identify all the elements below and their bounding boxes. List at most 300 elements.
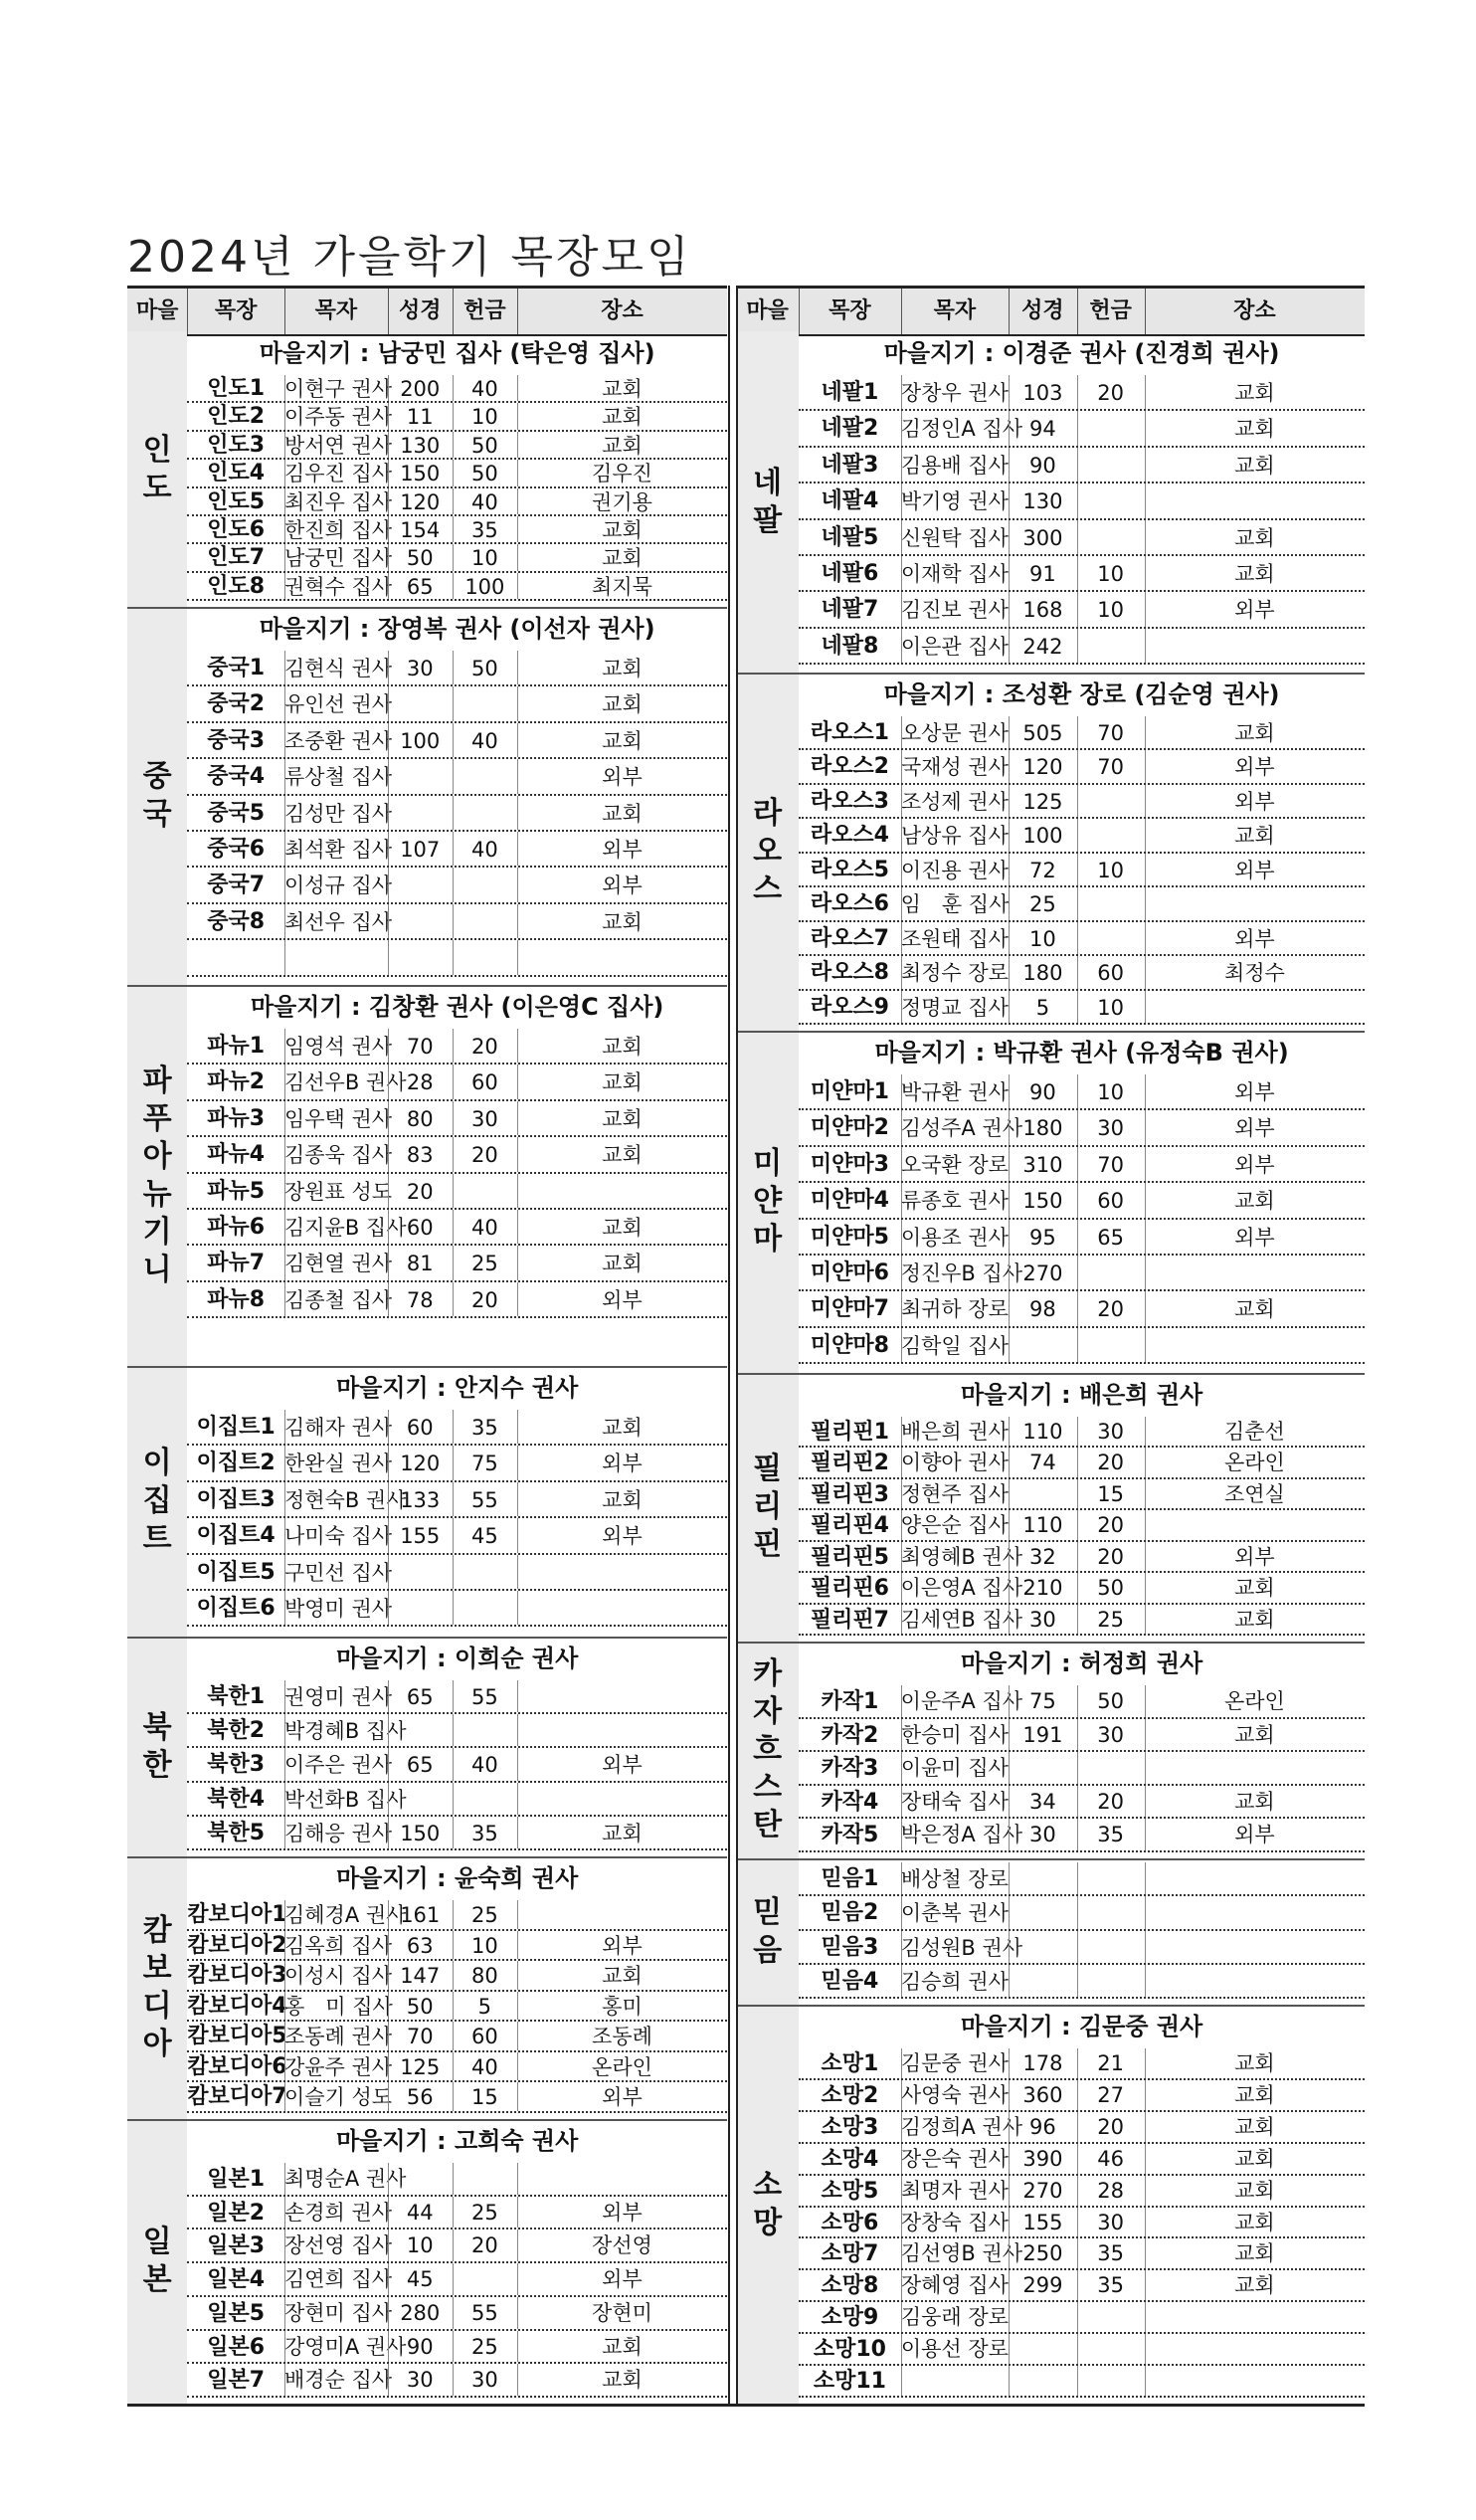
bible-count: 65 [406, 574, 434, 599]
bible-count: 161 [400, 1903, 441, 1927]
column-divider [388, 1482, 389, 1516]
mokjang-name: 미얀마6 [810, 1260, 889, 1285]
offering-amount [453, 1591, 517, 1625]
column-divider [284, 759, 285, 793]
mokjang-name: 파뉴4 [207, 1142, 266, 1168]
bible-count: 125 [400, 2054, 441, 2079]
meeting-place [1145, 484, 1365, 517]
column-divider [453, 904, 454, 938]
village-name: 라 오 스 [753, 796, 783, 906]
mokjang-name: 중국7 [207, 872, 266, 898]
column-divider [1077, 2238, 1078, 2268]
table-row [187, 2263, 727, 2297]
offering-amount: 5 [477, 1994, 492, 2019]
column-divider [388, 2022, 389, 2050]
bible-count: 120 [400, 489, 441, 514]
mokjang-name: 중국3 [207, 727, 266, 753]
mokja-name: 최석환 집사 [283, 838, 393, 862]
left-village-block [127, 1637, 727, 1856]
block-divider [127, 1637, 727, 1639]
column-divider [1077, 1719, 1078, 1751]
table-row [799, 2208, 1365, 2239]
meeting-place: 조동례 [592, 2025, 652, 2049]
column-divider [284, 573, 285, 599]
bible-count: 147 [400, 1964, 441, 1989]
meeting-place: 최정수 [1223, 961, 1285, 986]
offering-amount: 100 [464, 574, 505, 599]
mokja-name: 장혜영 집사 [900, 2273, 1009, 2298]
right-header-cell: 목장 [829, 298, 871, 323]
column-divider [284, 868, 285, 901]
column-divider [1009, 1220, 1010, 1254]
table-row [799, 819, 1365, 853]
meeting-place: 교회 [602, 657, 643, 680]
meeting-place: 김춘선 [1223, 1420, 1285, 1444]
column-divider [284, 1246, 285, 1279]
column-divider [453, 2263, 454, 2295]
mokjang-name: 이집트3 [196, 1486, 276, 1512]
column-divider [1009, 819, 1010, 851]
left-header-cell: 성경 [398, 298, 442, 323]
mokjang-name: 필리핀3 [810, 1481, 889, 1507]
mokja-name: 박기영 권사 [900, 489, 1009, 514]
column-divider [1145, 2208, 1146, 2237]
column-divider [284, 1210, 285, 1244]
column-divider [901, 1147, 902, 1181]
mokja-name [901, 2366, 1010, 2396]
table-row [187, 1555, 727, 1591]
column-divider [517, 2052, 518, 2081]
header-divider [1009, 289, 1010, 334]
mokja-name: 김웅래 장로 [900, 2305, 1009, 2330]
column-divider [1145, 1685, 1146, 1717]
table-row [187, 2229, 727, 2263]
bible-count: 168 [1022, 598, 1063, 623]
meeting-place: 교회 [1234, 525, 1275, 550]
column-divider [517, 2229, 518, 2261]
bible-count [388, 940, 453, 974]
column-divider [284, 1961, 285, 1990]
column-divider [1009, 716, 1010, 748]
table-row [799, 1786, 1365, 1820]
table-row [187, 1714, 727, 1748]
meeting-place: 교회 [602, 1487, 643, 1512]
table-row [187, 2197, 727, 2230]
mokja-name: 김종욱 집사 [283, 1143, 393, 1168]
header-divider [187, 289, 188, 334]
village-leader: 마을지기 : 안지수 권사 [335, 1374, 579, 1402]
column-divider [1077, 1819, 1078, 1850]
column-divider [1009, 1074, 1010, 1108]
column-divider [453, 1029, 454, 1063]
column-divider [1077, 411, 1078, 445]
village-cell [127, 1637, 187, 1856]
column-divider [1009, 556, 1010, 590]
column-divider [517, 1817, 518, 1848]
offering-amount: 55 [471, 2300, 498, 2325]
meeting-place: 교회 [1234, 381, 1275, 405]
column-divider [901, 991, 902, 1023]
offering-amount [1077, 785, 1145, 817]
mokja-name: 정진우B 집사 [900, 1261, 1023, 1285]
table-row [799, 2048, 1365, 2080]
village-name: 인 도 [142, 432, 172, 505]
column-divider [388, 2229, 389, 2261]
mokja-name: 김학일 집사 [900, 1333, 1009, 1358]
column-divider [284, 2163, 285, 2195]
meeting-place: 최지묵 [592, 574, 652, 599]
bible-count: 155 [400, 1524, 441, 1549]
column-divider [1077, 1510, 1078, 1539]
bible-count [388, 1714, 453, 1746]
meeting-place: 외부 [1234, 755, 1275, 780]
meeting-place: 교회 [1234, 2051, 1275, 2075]
table-row [187, 1900, 727, 1931]
table-row [187, 1591, 727, 1627]
page-title: 2024년 가을학기 목장모임 [127, 232, 692, 283]
column-divider [1009, 956, 1010, 988]
column-divider [1145, 785, 1146, 817]
offering-amount: 20 [1097, 1544, 1125, 1569]
block-divider [127, 607, 727, 609]
meeting-place: 교회 [602, 1035, 643, 1059]
mokjang-name: 필리핀6 [810, 1576, 889, 1602]
mokjang-name: 인도6 [207, 516, 266, 542]
header-divider [1145, 289, 1146, 334]
column-divider [388, 1714, 389, 1746]
column-divider [1009, 592, 1010, 626]
mokja-name: 장선영 집사 [283, 2233, 393, 2258]
mokjang-name: 소망10 [813, 2337, 886, 2363]
column-divider [284, 2297, 285, 2329]
column-divider [1009, 785, 1010, 817]
right-village-block [736, 1031, 1365, 1373]
mokja-name: 사영숙 권사 [900, 2082, 1009, 2107]
column-divider [1145, 2334, 1146, 2364]
bible-count: 60 [406, 1216, 434, 1240]
column-divider [388, 2263, 389, 2295]
bible-count: 72 [1029, 858, 1056, 882]
village-name: 필 리 핀 [753, 1452, 783, 1562]
bible-count [388, 759, 453, 793]
column-divider [1009, 1573, 1010, 1602]
header-divider [1077, 289, 1078, 334]
offering-amount: 50 [471, 433, 498, 458]
column-divider [901, 1417, 902, 1446]
column-divider [453, 2052, 454, 2081]
column-divider [388, 686, 389, 720]
column-divider [1145, 1931, 1146, 1963]
bible-count: 107 [400, 838, 441, 862]
meeting-place: 장선영 [592, 2233, 652, 2258]
mokjang-name: 네팔6 [821, 561, 879, 586]
offering-amount: 27 [1097, 2082, 1125, 2107]
table-row [799, 1573, 1365, 1604]
offering-amount: 10 [1097, 1080, 1125, 1104]
column-divider [453, 723, 454, 757]
column-divider [1077, 2176, 1078, 2206]
village-name: 이 집 트 [142, 1446, 172, 1556]
bible-count: 10 [406, 2233, 434, 2258]
column-divider [453, 1174, 454, 1208]
column-divider [1145, 1573, 1146, 1602]
meeting-place: 교회 [1234, 1576, 1275, 1601]
mokjang-name: 일본3 [207, 2233, 266, 2259]
meeting-place: 외부 [1234, 1823, 1275, 1847]
column-divider [388, 573, 389, 599]
column-divider [1077, 716, 1078, 748]
bible-count: 90 [1029, 1080, 1056, 1104]
column-divider [284, 1482, 285, 1516]
column-divider [901, 785, 902, 817]
village-name: 중 국 [142, 759, 172, 832]
table-row [187, 940, 727, 976]
meeting-place [1145, 1510, 1365, 1539]
column-divider [453, 1482, 454, 1516]
bible-count: 280 [400, 2300, 441, 2325]
bible-count [388, 796, 453, 830]
mokjang-name: 라오스6 [810, 891, 889, 917]
column-divider [453, 1518, 454, 1552]
mokjang-name: 파뉴7 [207, 1251, 266, 1276]
bible-count [1009, 2334, 1076, 2364]
offering-amount: 10 [1097, 562, 1125, 586]
bible-count: 34 [1029, 1789, 1056, 1814]
meeting-place: 외부 [1234, 1152, 1275, 1177]
column-divider [453, 2229, 454, 2261]
bible-count [1009, 2366, 1076, 2396]
bible-count: 95 [1029, 1225, 1056, 1250]
mokja-name: 최정수 장로 [900, 961, 1009, 986]
bible-count: 110 [1022, 1513, 1063, 1538]
table-row [187, 516, 727, 544]
table-row [187, 573, 727, 601]
mokjang-name: 중국1 [207, 656, 266, 680]
mokja-name: 신원탁 집사 [900, 525, 1009, 550]
column-divider [1077, 1220, 1078, 1254]
mokjang-name: 중국6 [207, 837, 266, 862]
column-divider [284, 2364, 285, 2396]
village-leader: 마을지기 : 이희순 권사 [335, 1645, 579, 1672]
offering-amount: 45 [471, 1524, 498, 1549]
column-divider [901, 2112, 902, 2142]
column-divider [1145, 2144, 1146, 2174]
column-divider [1077, 1965, 1078, 1997]
column-divider [1077, 956, 1078, 988]
bible-count: 150 [1022, 1189, 1063, 1214]
column-divider [453, 1680, 454, 1712]
meeting-place [517, 1174, 727, 1208]
column-divider [901, 1479, 902, 1508]
column-divider [1009, 1862, 1010, 1894]
mokjang-name: 북한3 [207, 1752, 266, 1778]
meeting-place [1145, 1931, 1365, 1963]
mokja-name: 김해자 권사 [283, 1416, 393, 1440]
column-divider [1009, 2176, 1010, 2206]
offering-amount: 10 [1097, 598, 1125, 623]
table-row [187, 1029, 727, 1065]
meeting-place: 외부 [1234, 858, 1275, 882]
column-divider [284, 1029, 285, 1063]
column-divider [1009, 1605, 1010, 1634]
bible-count: 299 [1022, 2273, 1063, 2298]
table-row [187, 904, 727, 940]
mokja-name: 권혁수 집사 [283, 574, 393, 599]
table-row [187, 375, 727, 403]
mokja-name: 이성규 집사 [283, 873, 393, 898]
column-divider [284, 544, 285, 570]
column-divider [388, 1446, 389, 1479]
offering-amount [1077, 1328, 1145, 1362]
column-divider [901, 1965, 902, 1997]
offering-amount [1077, 629, 1145, 663]
column-divider [1077, 991, 1078, 1023]
column-divider [453, 2163, 454, 2195]
table-row [799, 1479, 1365, 1510]
mokjang-name: 네팔2 [821, 416, 879, 442]
mokja-name: 이향아 권사 [900, 1451, 1009, 1475]
bible-count: 360 [1022, 2082, 1063, 2107]
bible-count: 25 [1029, 892, 1056, 917]
bible-count: 300 [1022, 525, 1063, 550]
offering-amount: 50 [1097, 1689, 1125, 1713]
column-divider [1145, 750, 1146, 782]
column-divider [284, 832, 285, 866]
offering-amount: 35 [471, 1416, 498, 1440]
meeting-place: 교회 [1234, 417, 1275, 442]
table-row [799, 2366, 1365, 2398]
left-village-block [127, 2119, 727, 2404]
mokja-name: 최선우 집사 [283, 909, 393, 934]
column-divider [901, 2176, 902, 2206]
bible-count [1009, 1328, 1076, 1362]
column-divider [453, 1065, 454, 1098]
column-divider [453, 1931, 454, 1960]
mokja-name: 김우진 집사 [283, 462, 393, 486]
column-divider [284, 1680, 285, 1712]
column-divider [453, 2364, 454, 2396]
table-row [187, 1246, 727, 1281]
village-cell [736, 2005, 799, 2404]
column-divider [1145, 629, 1146, 663]
mokjang-name: 일본6 [207, 2334, 266, 2360]
block-divider [736, 1373, 1365, 1375]
meeting-place: 권기용 [592, 489, 652, 514]
block-divider [736, 673, 1365, 675]
column-divider [1145, 1479, 1146, 1508]
table-row [799, 556, 1365, 592]
mokjang-name: 라오스7 [810, 925, 889, 951]
mokja-name: 임우택 권사 [283, 1106, 393, 1131]
column-divider [1145, 1183, 1146, 1217]
column-divider [901, 1183, 902, 1217]
block-divider [736, 1642, 1365, 1644]
column-divider [453, 1992, 454, 2021]
column-divider [1145, 1819, 1146, 1850]
meeting-place [1145, 1256, 1365, 1289]
mokjang-name: 파뉴5 [207, 1178, 266, 1204]
table-row [187, 2022, 727, 2052]
offering-amount [1077, 819, 1145, 851]
offering-amount [453, 2263, 517, 2295]
mokjang-name [187, 940, 284, 974]
mokja-name: 홍 미 집사 [283, 1994, 393, 2019]
column-divider [284, 1410, 285, 1444]
offering-amount: 10 [1097, 858, 1125, 882]
mokja-name: 김혜경A 권사 [283, 1903, 407, 1927]
mokja-name: 나미숙 집사 [283, 1524, 393, 1549]
offering-amount [453, 1174, 517, 1208]
table-row [187, 1482, 727, 1518]
table-row [799, 1147, 1365, 1183]
column-divider [388, 2297, 389, 2329]
column-divider [1077, 785, 1078, 817]
table-row [187, 1282, 727, 1318]
column-divider [388, 1518, 389, 1552]
column-divider [1145, 1752, 1146, 1784]
offering-amount: 35 [1097, 2273, 1125, 2298]
meeting-place: 외부 [602, 1753, 643, 1778]
meeting-place: 외부 [602, 1524, 643, 1549]
table-row [187, 1174, 727, 1210]
bible-count [388, 904, 453, 938]
column-divider [388, 796, 389, 830]
mokjang-name: 믿음2 [821, 1900, 879, 1926]
meeting-place [517, 1555, 727, 1589]
header-divider [453, 289, 454, 334]
offering-amount [453, 1714, 517, 1746]
mokja-name: 김현열 권사 [283, 1252, 393, 1276]
table-row [187, 1992, 727, 2023]
column-divider [901, 556, 902, 590]
column-divider [453, 2082, 454, 2111]
bible-count: 70 [406, 1035, 434, 1059]
bible-count: 191 [1022, 1722, 1063, 1747]
column-divider [388, 516, 389, 542]
column-divider [1077, 556, 1078, 590]
offering-amount: 55 [471, 1487, 498, 1512]
column-divider [453, 868, 454, 901]
table-row [799, 2302, 1365, 2334]
table-row [799, 2270, 1365, 2302]
column-divider [284, 2052, 285, 2081]
mokja-name: 이은관 집사 [900, 634, 1009, 659]
column-divider [517, 1482, 518, 1516]
offering-amount: 60 [1097, 1189, 1125, 1214]
mokja-name: 장창숙 집사 [900, 2210, 1009, 2234]
mokja-name: 김정인A 집사 [900, 417, 1023, 442]
mokjang-name: 캄보디아2 [187, 1932, 287, 1958]
header-divider [901, 289, 902, 334]
column-divider [1009, 2112, 1010, 2142]
block-divider [127, 1856, 727, 1858]
mokja-name: 조원태 집사 [900, 926, 1009, 951]
bible-count: 32 [1029, 1544, 1056, 1569]
mokjang-name: 미얀마2 [810, 1115, 889, 1141]
column-divider [1009, 2144, 1010, 2174]
meeting-place: 외부 [602, 2267, 643, 2292]
bible-count [388, 686, 453, 720]
bible-count: 5 [1035, 995, 1050, 1020]
column-divider [1009, 2048, 1010, 2078]
column-divider [1077, 1862, 1078, 1894]
meeting-place: 교회 [602, 1964, 643, 1989]
column-divider [284, 1900, 285, 1929]
mokjang-name: 라오스5 [810, 857, 889, 882]
offering-amount: 20 [471, 1143, 498, 1168]
offering-amount: 55 [471, 1685, 498, 1709]
mokja-name: 장원표 성도 [283, 1179, 393, 1204]
